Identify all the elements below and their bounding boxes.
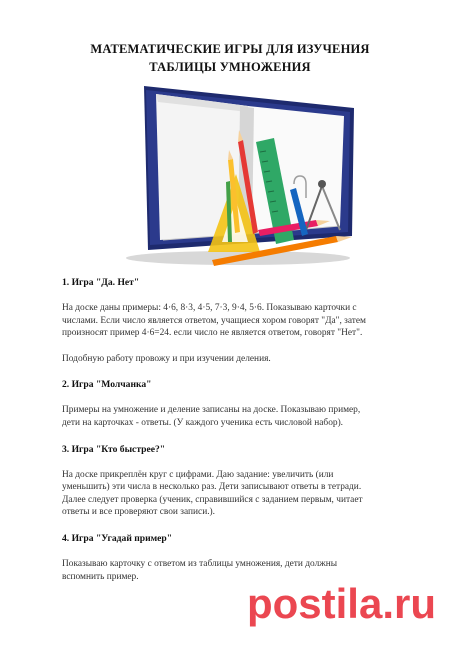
section-2-paragraph-1	[62, 404, 422, 429]
open-book-with-pencils-and-rulers-icon	[108, 82, 358, 267]
text-line: ответы и все проверяют свои записи.).	[62, 507, 216, 518]
postila-watermark-logo	[218, 578, 438, 628]
section-3-paragraph-1	[62, 469, 422, 519]
section-1-paragraph-1	[62, 302, 422, 340]
text-line: дети на карточках - ответы. (У каждого ученика есть числовой набор).	[62, 417, 344, 428]
text-line: уменьшить) эти числа в несколько раз. Дети записывают ответы в тетради.	[62, 482, 362, 493]
text-line: Подобную работу провожу и при изучении деления.	[62, 353, 271, 364]
page-title	[40, 40, 420, 76]
section-1-paragraph-2	[62, 353, 422, 366]
text-line: Далее следует проверка (ученик, справившийся с заданием первым, читает	[62, 494, 363, 505]
text-line: Показываю карточку с ответом из таблицы умножения, дети должны	[62, 558, 338, 569]
text-line: вспомнить пример.	[62, 571, 139, 582]
page-title-line-2: ТАБЛИЦЫ УМНОЖЕНИЯ	[149, 60, 311, 74]
watermark-text: postila.ru	[246, 580, 436, 627]
section-3-title: 3. Игра "Кто быстрее?"	[62, 443, 166, 455]
text-line: На доске даны примеры: 4·6, 8·3, 4·5, 7·3, 9·4, 5·6. Показываю карточки с	[62, 303, 357, 313]
section-1-title: 1. Игра "Да. Нет"	[62, 277, 140, 288]
text-line: На доске прикреплён круг с цифрами. Даю задание: увеличить (или	[62, 469, 334, 480]
text-line: произносят пример 4·6=24. если число не является ответом, говорят "Нет".	[62, 328, 363, 339]
page-title-line-1: МАТЕМАТИЧЕСКИЕ ИГРЫ ДЛЯ ИЗУЧЕНИЯ	[90, 42, 370, 56]
text-line: числами. Если число является ответом, учащиеся хором говорят "Да", затем	[62, 315, 366, 326]
text-line: Примеры на умножение и деление записаны на доске. Показываю пример,	[62, 405, 361, 416]
section-4-title: 4. Игра "Угадай пример"	[62, 532, 173, 544]
document-body	[62, 276, 422, 583]
section-2-title: 2. Игра "Молчанка"	[62, 379, 152, 391]
